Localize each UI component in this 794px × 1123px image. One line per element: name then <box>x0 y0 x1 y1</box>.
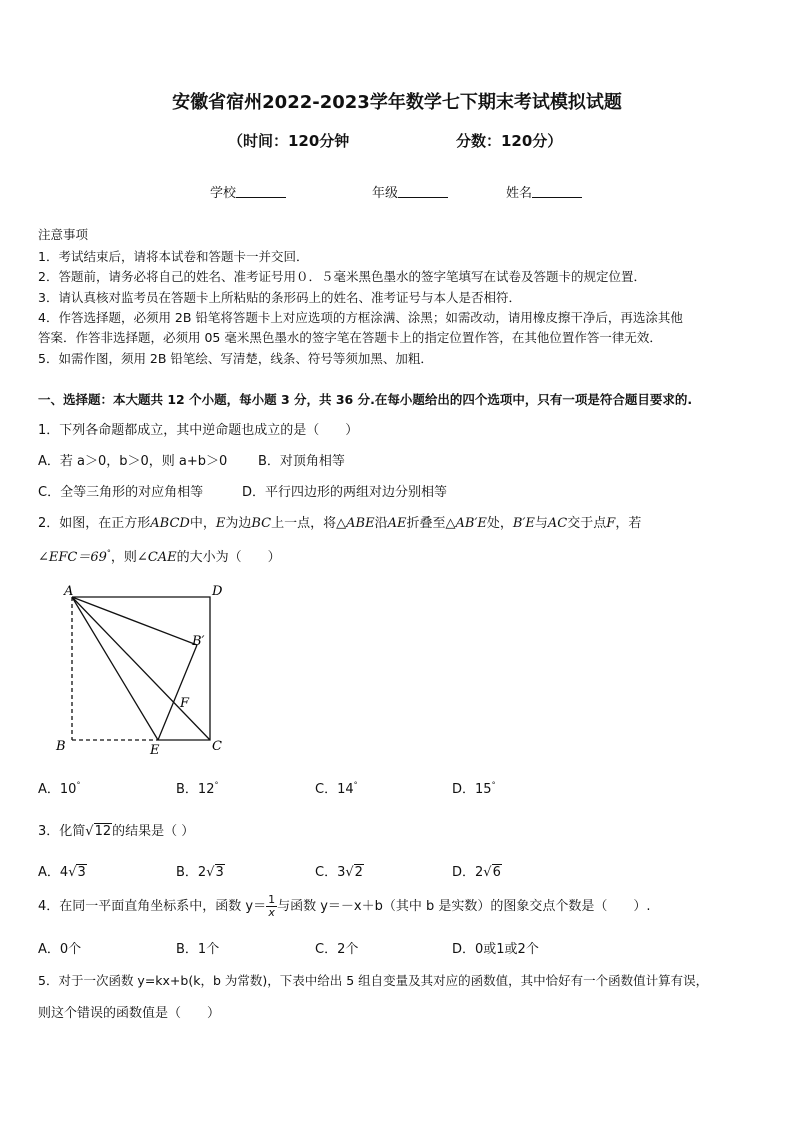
notice-item: 2．答题前，请务必将自己的姓名、准考证号用０．５毫米黑色墨水的签字笔填写在试卷及答题卡的规定位置． <box>38 269 646 284</box>
q3-option-d: D．2√6 <box>452 865 501 880</box>
q1-option-d: D．平行四边形的两组对边分别相等 <box>242 485 448 500</box>
q5-stem-line2: 则这个错误的函数值是（ ） <box>38 1006 221 1021</box>
q5-stem-line1: 5．对于一次函数 y=kx+b(k，b 为常数)，下表中给出 5 组自变量及其对应的函数值，其中恰好有一个函数值计算有误， <box>38 973 709 988</box>
q3-option-a: A．4√3 <box>38 865 86 880</box>
q1-option-c: C．全等三角形的对应角相等 <box>38 485 204 500</box>
q1-stem: 1．下列各命题都成立，其中逆命题也成立的是（ ） <box>38 423 359 438</box>
q2-stem-line1: 2．如图，在正方形ABCD中，E为边BC上一点，将△ABE沿AE折叠至△AB′E处，B′E与AC交于点F，若 <box>38 516 642 531</box>
q2-option-c: C．14° <box>315 780 358 797</box>
grade-field: 年级 <box>372 182 448 201</box>
segment-ae <box>72 597 158 740</box>
q2-stem-line2: ∠EFC＝69°，则∠CAE的大小为（ ） <box>38 548 281 565</box>
q3-stem: 3．化简√12的结果是（ ） <box>38 824 195 839</box>
notice-item: 答案．作答非选择题，必须用 05 毫米黑色墨水的签字笔在答题卡上的指定位置作答，在其他位置作答一律无效． <box>38 330 662 345</box>
score-label: 分数：120分） <box>456 132 563 150</box>
q2-option-d: D．15° <box>452 780 496 797</box>
section-heading: 一、选择题：本大题共 12 个小题，每小题 3 分，共 36 分.在每小题给出的四个选项中，只有一项是符合题目要求的. <box>38 392 693 407</box>
notice-item: 4．作答选择题，必须用 2B 铅笔将答题卡上对应选项的方框涂满、涂黑；如需改动，请用橡皮擦干净后，再选涂其他 <box>38 310 683 325</box>
notice-item: 3．请认真核对监考员在答题卡上所粘贴的条形码上的姓名、准考证号与本人是否相符． <box>38 290 521 305</box>
segment-ab-prime <box>72 597 197 645</box>
label-b: B <box>56 739 66 754</box>
notice-item: 1．考试结束后，请将本试卷和答题卡一并交回． <box>38 249 309 264</box>
q3-option-c: C．3√2 <box>315 865 363 880</box>
q2-option-b: B．12° <box>176 780 219 797</box>
q4-stem: 4．在同一平面直角坐标系中，函数 y＝ $\frac{1}{x}$ 与函数 y＝－x＋b（其中 b 是实数）的图象交点个数是（ ）. <box>38 893 651 919</box>
q1-option-a: A．若 a＞0，b＞0，则 a+b＞0 <box>38 454 228 469</box>
q2-square-figure <box>50 582 240 757</box>
q4-option-c: C．2个 <box>315 942 359 957</box>
q2-option-a: A．10° <box>38 780 81 797</box>
label-f: F <box>180 696 190 711</box>
label-b-prime: B′ <box>192 634 205 649</box>
q4-option-d: D．0或1或2个 <box>452 942 539 957</box>
label-d: D <box>212 584 223 599</box>
segment-ac <box>72 597 210 740</box>
notice-item: 5．如需作图，须用 2B 铅笔绘、写清楚，线条、符号等须加黑、加粗． <box>38 351 433 366</box>
label-c: C <box>212 739 222 754</box>
notice-heading: 注意事项 <box>38 227 89 242</box>
label-a: A <box>64 584 74 599</box>
q4-option-a: A．0个 <box>38 942 82 957</box>
time-label: （时间：120分钟 <box>228 132 350 150</box>
label-e: E <box>150 743 160 757</box>
q3-option-b: B．2√3 <box>176 865 224 880</box>
school-field: 学校 <box>210 182 286 201</box>
page-title: 安徽省宿州2022-2023学年数学七下期末考试模拟试题 <box>172 92 622 113</box>
q4-option-b: B．1个 <box>176 942 220 957</box>
q1-option-b: B．对顶角相等 <box>258 454 345 469</box>
name-field: 姓名 <box>506 182 582 201</box>
